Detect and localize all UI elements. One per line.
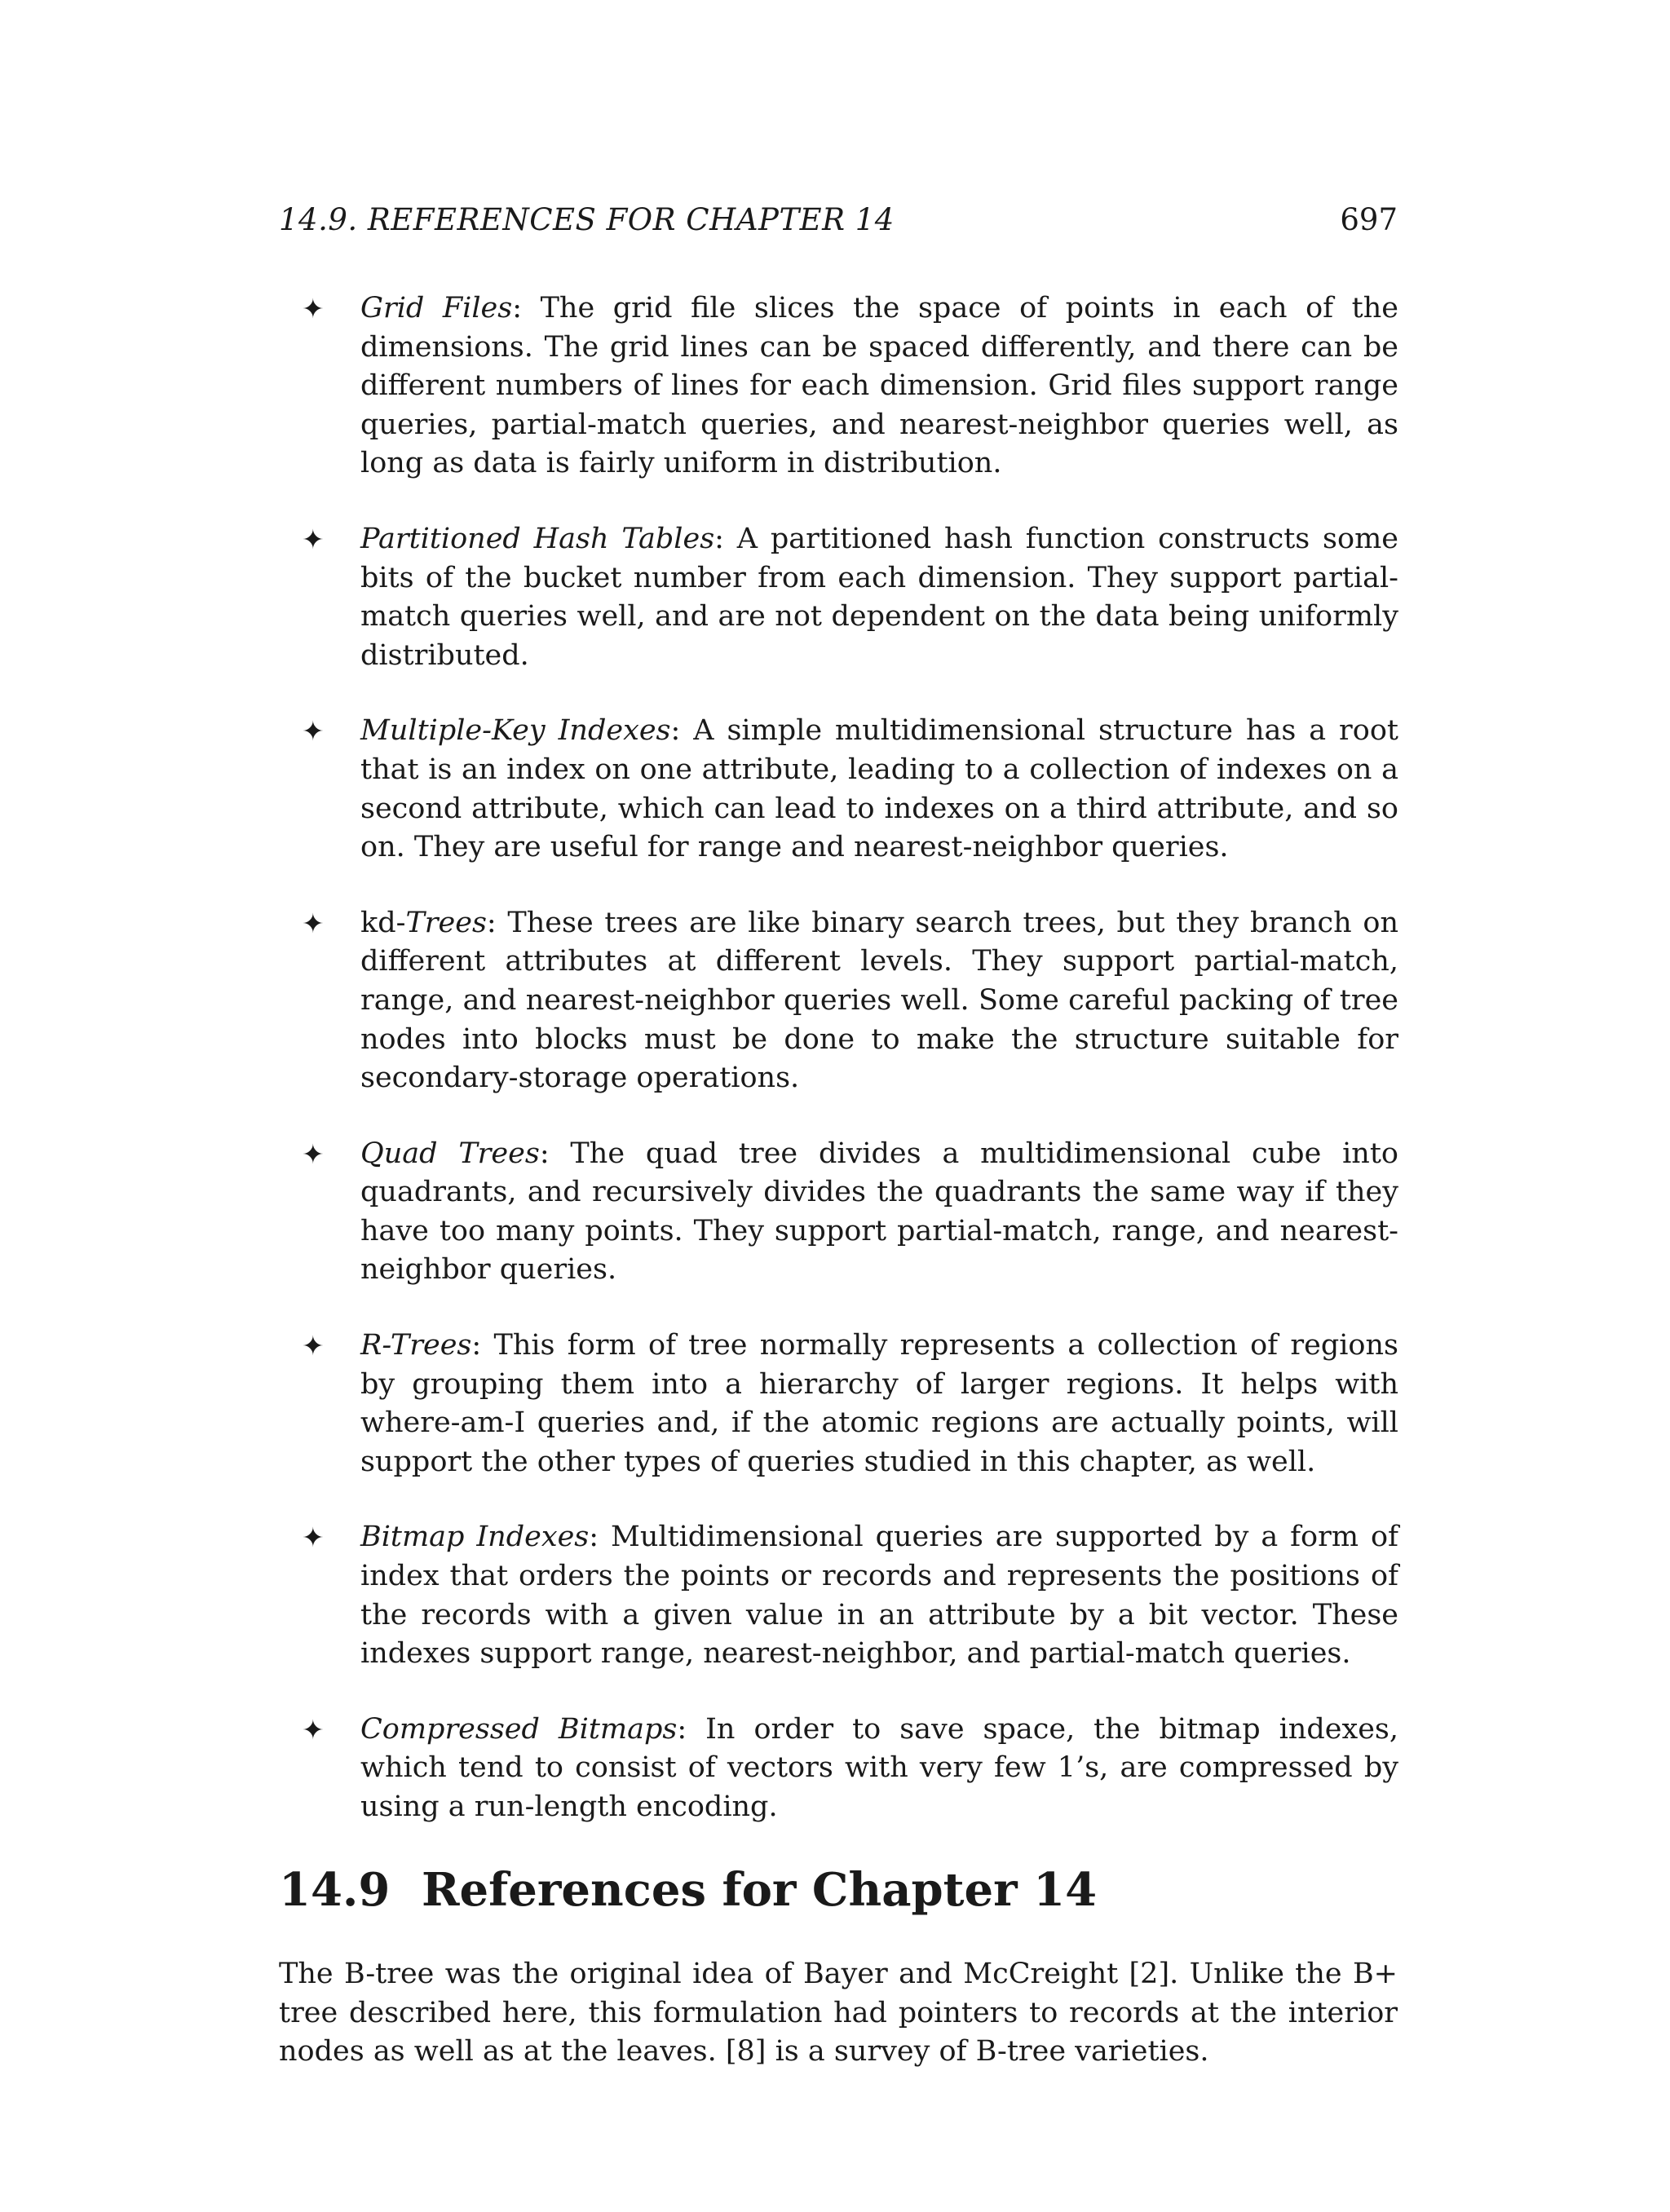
bullet-item-r-trees bbox=[302, 1327, 1398, 1481]
bullet-text: : The quad tree divides a multidimensional cube into quadrants, and recursively divides the quadrants the same way if they have too many points. They support partial-match, range, and nearest-neighbor queries. bbox=[360, 1137, 1398, 1287]
bullet-term: Compressed Bitmaps bbox=[360, 1712, 678, 1746]
bullet-term: Grid Files bbox=[360, 292, 513, 325]
section-heading bbox=[279, 1861, 1398, 1918]
bullet-diamond-icon: ✦ bbox=[302, 1521, 325, 1554]
bullet-item-partitioned-hash-tables bbox=[302, 520, 1398, 675]
bullet-term: Trees bbox=[405, 906, 487, 939]
bullet-diamond-icon: ✦ bbox=[302, 1137, 325, 1170]
running-head bbox=[279, 202, 1398, 251]
bullet-item-quad-trees bbox=[302, 1135, 1398, 1290]
bullet-diamond-icon: ✦ bbox=[302, 907, 325, 939]
bullet-item-bitmap-indexes bbox=[302, 1518, 1398, 1673]
bullet-diamond-icon: ✦ bbox=[302, 523, 325, 555]
section-paragraph: The B-tree was the original idea of Bayer and McCreight [2]. Unlike the B+ tree described here, this formulation had pointers to records at the interior nodes as well as at the leaves. [8] is a survey of B-tree varieties. bbox=[279, 1958, 1398, 2069]
running-head-title: 14.9. REFERENCES FOR CHAPTER 14 bbox=[279, 202, 895, 237]
bullet-term: R-Trees bbox=[360, 1329, 472, 1362]
bullet-item-multiple-key-indexes bbox=[302, 712, 1398, 867]
bullet-term: Quad Trees bbox=[360, 1137, 540, 1170]
bullet-term-prefix: kd- bbox=[360, 906, 406, 939]
bullet-term: Partitioned Hash Tables bbox=[360, 522, 715, 555]
bullet-text: : Multidimensional queries are supported by a form of index that orders the points or records and represents the positions of the records with a given value in an attribute by a bit vector. These indexes support range, nearest-neighbor, and partial-match queries. bbox=[360, 1521, 1398, 1671]
summary-bullet-list bbox=[302, 289, 1398, 1864]
bullet-term: Multiple-Key Indexes bbox=[360, 714, 671, 748]
page-number: 697 bbox=[1340, 202, 1398, 237]
bullet-diamond-icon: ✦ bbox=[302, 715, 325, 748]
bullet-text: : The grid file slices the space of points in each of the dimensions. The grid lines can be spaced differently, and there can be different numbers of lines for each dimension. Grid files support range queries, partial-match queries, and nearest-neighbor queries well, as long as data is fairly uniform in distribution. bbox=[360, 292, 1398, 480]
bullet-term: Bitmap Indexes bbox=[360, 1521, 590, 1554]
bullet-diamond-icon: ✦ bbox=[302, 1330, 325, 1362]
bullet-text: : A simple multidimensional structure has a root that is an index on one attribute, leading to a collection of indexes on a second attribute, which can lead to indexes on a third attribute, and so on. They are useful for range and nearest-neighbor queries. bbox=[360, 714, 1398, 864]
bullet-diamond-icon: ✦ bbox=[302, 293, 325, 325]
section-number: 14.9 bbox=[279, 1863, 391, 1917]
bullet-text: : This form of tree normally represents a collection of regions by grouping them into a hierarchy of larger regions. It helps with where-am-I queries and, if the atomic regions are actually points, will support the other types of queries studied in this chapter, as well. bbox=[360, 1329, 1398, 1478]
bullet-item-compressed-bitmaps bbox=[302, 1711, 1398, 1827]
bullet-item-grid-files bbox=[302, 289, 1398, 483]
bullet-text: : A partitioned hash function constructs some bits of the bucket number from each dimension. They support partial-match queries well, and are not dependent on the data being uniformly distributed. bbox=[360, 522, 1398, 672]
bullet-text: : These trees are like binary search trees, but they branch on different attributes at different levels. They support partial-match, range, and nearest-neighbor queries well. Some careful packing of tree nodes into blocks must be done to make the structure suitable for secondary-storage operations. bbox=[360, 906, 1398, 1095]
bullet-diamond-icon: ✦ bbox=[302, 1713, 325, 1746]
section-title: References for Chapter 14 bbox=[422, 1863, 1098, 1917]
bullet-text: : In order to save space, the bitmap indexes, which tend to consist of vectors with very few 1’s, are compressed by using a run-length encoding. bbox=[360, 1712, 1398, 1823]
bullet-item-kd-trees bbox=[302, 904, 1398, 1098]
